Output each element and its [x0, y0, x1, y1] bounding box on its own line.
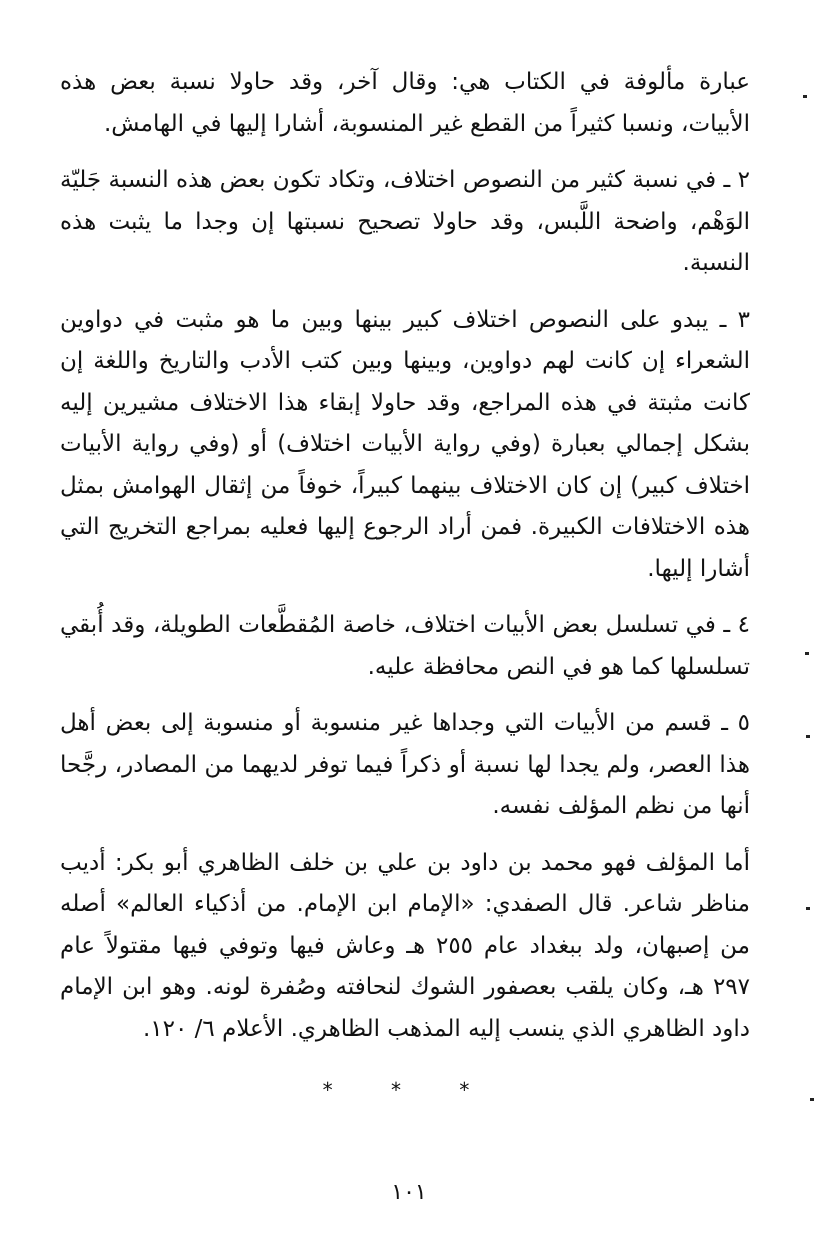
- section-separator: * * *: [322, 1078, 496, 1102]
- paragraph-item-3: ٣ ـ يبدو على النصوص اختلاف كبير بينها وبين ما هو مثبت في دواوين الشعراء إن كانت لهم دواوين، وبينها وبين كتب الأدب والتاريخ واللغة إن كانت مثبتة في هذه المراجع، وقد حاولا إبقاء هذا الاختلاف مشيرين إليه بشكل إجمالي بعبارة (وفي رواية الأبيات اختلاف) أو (وفي رواية الأبيات اختلاف كبير) إن كان الاختلاف بينهما كبيراً، خوفاً من إثقال الهوامش بمثل هذه الاختلافات الكبيرة. فمن أراد الرجوع إليها فعليه بمراجع التخريج التي أشارا إليها.: [60, 306, 750, 582]
- paragraph-item-5: ٥ ـ قسم من الأبيات التي وجداها غير منسوبة أو منسوبة إلى بعض أهل هذا العصر، ولم يجدا لها نسبة أو ذكراً فيما توفر لديهما من المصادر، رجَّحا أنها من نظم المؤلف نفسه.: [60, 710, 750, 819]
- scan-edge-mark: [805, 652, 809, 655]
- scan-edge-mark: [810, 1098, 814, 1101]
- scan-edge-mark: [803, 95, 807, 98]
- paragraph-intro: عبارة مألوفة في الكتاب هي: وقال آخر، وقد حاولا نسبة بعض هذه الأبيات، ونسبا كثيراً من القطع غير المنسوبة، أشارا إليها في الهامش.: [60, 69, 750, 137]
- page-number: ١٠١: [391, 1180, 427, 1205]
- scan-edge-mark: [806, 735, 810, 738]
- page-body: [60, 62, 750, 1050]
- scan-edge-mark: [806, 907, 810, 910]
- paragraph-item-4: ٤ ـ في تسلسل بعض الأبيات اختلاف، خاصة المُقطَّعات الطويلة، وقد أُبقي تسلسلها كما هو في النص محافظة عليه.: [60, 612, 750, 680]
- paragraph-author: أما المؤلف فهو محمد بن داود بن علي بن خلف الظاهري أبو بكر: أديب مناظر شاعر. قال الصفدي: «الإمام ابن الإمام. من أذكياء العالم» أصله من إصبهان، ولد ببغداد عام ٢٥٥ هـ وعاش فيها وتوفي فيها مقتولاً عام ٢٩٧ هـ، وكان يلقب بعصفور الشوك لنحافته وصُفرة لونه. وهو ابن الإمام داود الظاهري الذي ينسب إليه المذهب الظاهري. الأعلام ٦/ ١٢٠.: [60, 849, 750, 1042]
- paragraph-item-2: ٢ ـ في نسبة كثير من النصوص اختلاف، وتكاد تكون بعض هذه النسبة جَليّة الوَهْم، واضحة اللَّبس، وقد حاولا تصحيح نسبتها إن وجدا ما يثبت هذه النسبة.: [60, 167, 750, 276]
